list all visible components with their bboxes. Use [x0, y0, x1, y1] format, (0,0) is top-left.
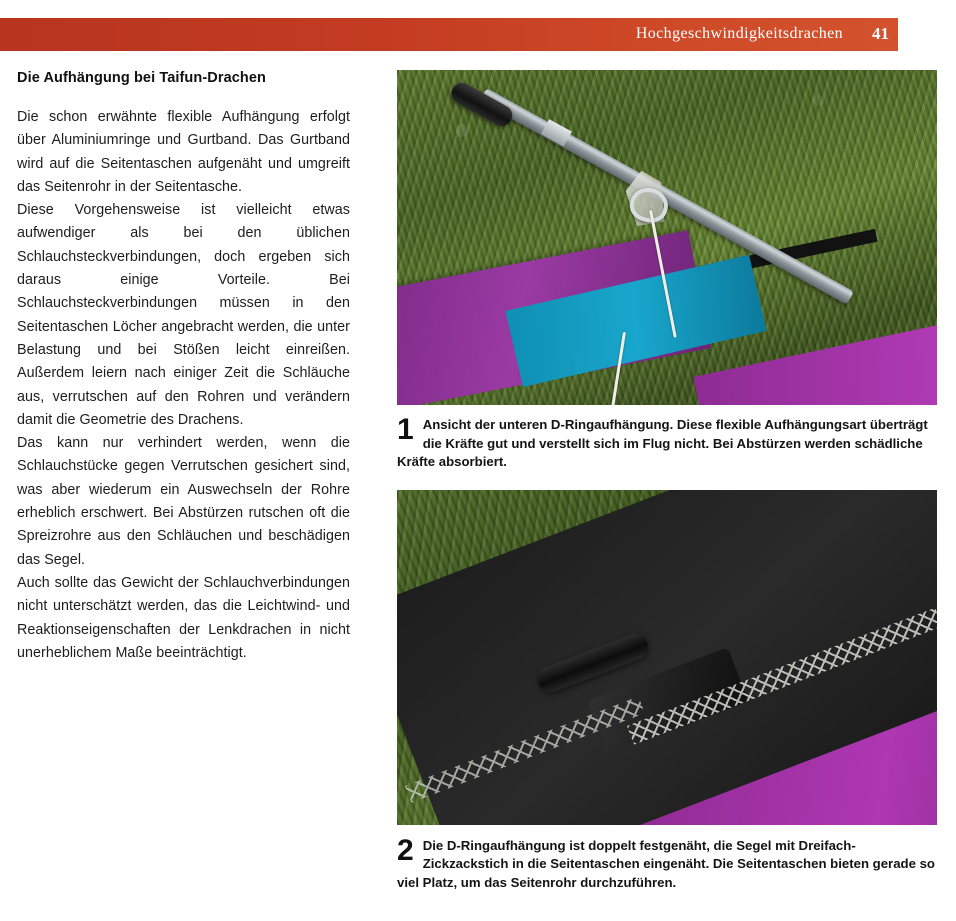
figure-1-number: 1	[397, 413, 414, 446]
body-paragraph-4: Auch sollte das Gewicht der Schlauchverbindungen nicht unterschätzt werden, das die Leichtwind- und Reaktionseigenschaften der Lenkdrachen in nicht unerheblichem Maße beeinträchtigt.	[17, 574, 350, 661]
body-paragraph-1: Die schon erwähnte flexible Aufhängung erfolgt über Aluminiumringe und Gurtband. Das Gurtband wird auf die Seitentaschen aufgenäht und umgreift das Seitenrohr in der Seitentasche.	[17, 109, 350, 195]
page-header-band	[0, 18, 956, 51]
header-right-margin	[898, 18, 956, 51]
figure-1-caption	[397, 413, 937, 472]
figure-2-caption	[397, 833, 937, 893]
figure-2-caption-text: Die D-Ringaufhängung ist doppelt festgenäht, die Segel mit Dreifach-Zickzackstich in die Seitentaschen eingenäht. Die Seitentaschen bieten gerade so viel Platz, um das Seitenrohr durchzuführen.	[397, 837, 935, 890]
page-number: 41	[872, 24, 889, 43]
article-text-column	[17, 70, 350, 665]
figure-2-image	[397, 490, 937, 825]
figure-1-caption-text: Ansicht der unteren D-Ringaufhängung. Diese flexible Aufhängungsart überträgt die Kräfte gut und verstellt sich im Flug nicht. Bei Abstürzen werden schädliche Kräfte absorbiert.	[397, 417, 928, 470]
running-head: Hochgeschwindigkeitsdrachen	[635, 25, 843, 42]
body-paragraph-3: Das kann nur verhindert werden, wenn die Schlauchstücke gegen Verrutschen gesichert sind, was aber wiederum ein Auswechseln der Rohre erheblich erschwert. Bei Abstürzen rutschen oft die Spreizrohre aus den Schläuchen und beschädigen das Segel.	[17, 435, 350, 568]
section-heading: Die Aufhängung bei Taifun-Drachen	[17, 70, 266, 86]
figure-column	[397, 70, 937, 893]
body-paragraph-2: Diese Vorgehensweise ist vielleicht etwas aufwendiger als bei den üblichen Schlauchsteckverbindungen, doch ergeben sich daraus einige Vorteile. Bei Schlauchsteckverbindungen müssen in den Seitentaschen Löcher angebracht werden, die unter Belastung und bei Stößen leicht einreißen. Außerdem leiern nach einiger Zeit die Schläuche aus, verrutschen auf den Rohren und verändern damit die Geometrie des Drachens.	[17, 202, 350, 428]
figure-2-number: 2	[397, 833, 414, 867]
figure-1-image	[397, 70, 937, 405]
